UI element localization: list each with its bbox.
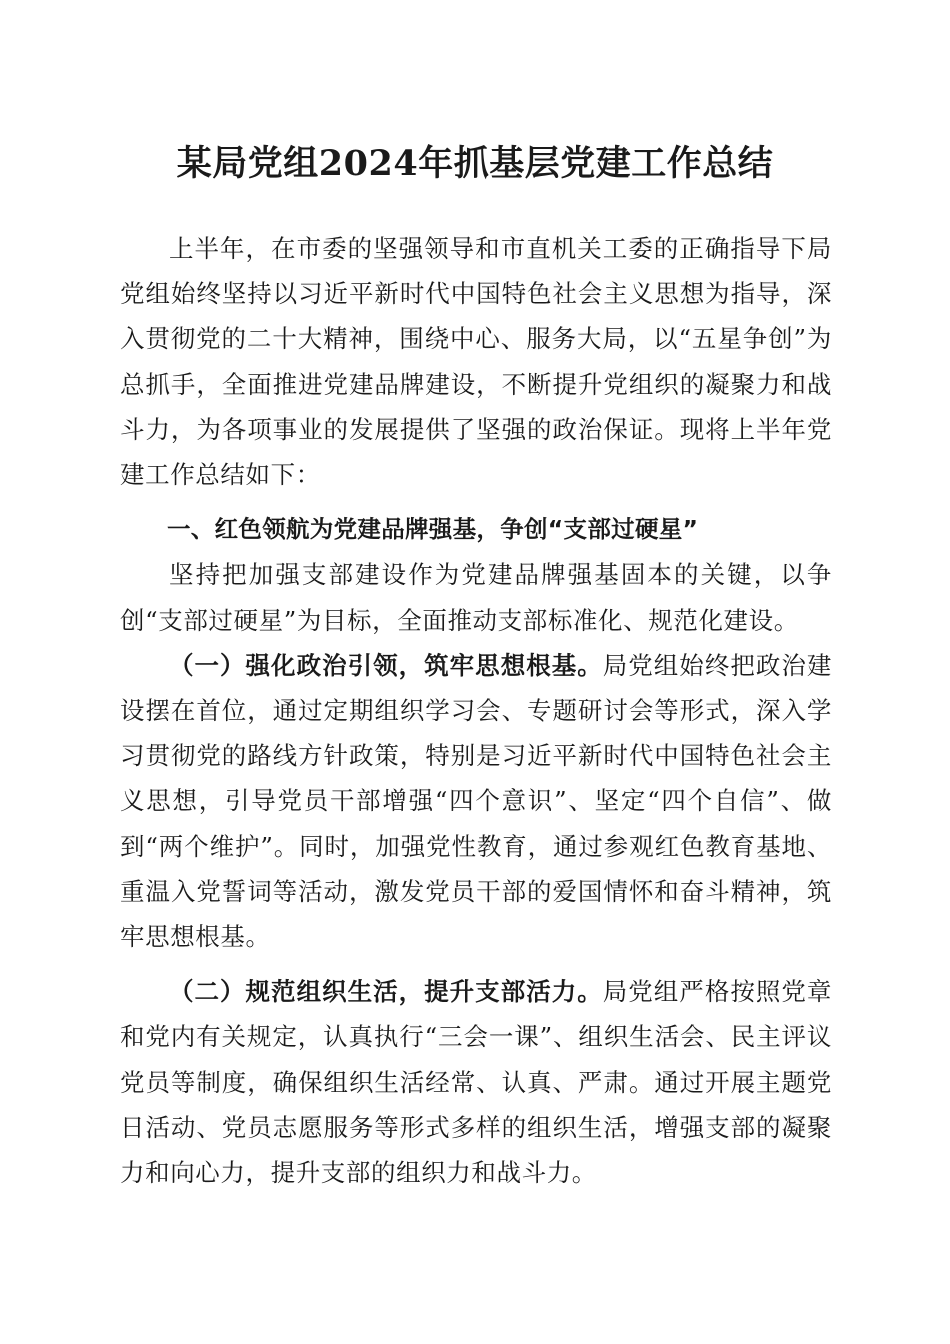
subsection-text-1: 局党组始终把政治建设摆在首位，通过定期组织学习会、专题研讨会等形式，深入学习贯彻党的路线方针政策，特别是习近平新时代中国特色社会主义思想，引导党员干部增强“四个意识”、坚定“四个自信”、做到“两个维护”。同时，加强党性教育，通过参观红色教育基地、重温入党誓词等活动，激发党员干部的爱国情怀和奋斗精神，筑牢思想根基。	[120, 650, 832, 952]
paragraph-gap	[120, 959, 832, 969]
subsection-paragraph-1	[120, 643, 832, 959]
section-heading: 一、红色领航为党建品牌强基，争创“支部过硬星”	[167, 515, 699, 544]
intro-paragraph: 上半年，在市委的坚强领导和市直机关工委的正确指导下局党组始终坚持以习近平新时代中国特色社会主义思想为指导，深入贯彻党的二十大精神，围绕中心、服务大局，以“五星争创”为总抓手，全面推进党建品牌建设，不断提升党组织的凝聚力和战斗力，为各项事业的发展提供了坚强的政治保证。现将上半年党建工作总结如下：	[120, 234, 832, 490]
document-title: 某局党组2024年抓基层党建工作总结	[176, 143, 774, 184]
document-body	[120, 226, 832, 1195]
subsection-title-2: （二）规范组织生活，提升支部活力。	[169, 977, 603, 1007]
subsection-title-1: （一）强化政治引领，筑牢思想根基。	[169, 650, 603, 680]
section-lead-paragraph: 坚持把加强支部建设作为党建品牌强基固本的关键，以争创“支部过硬星”为目标，全面推动支部标准化、规范化建设。	[120, 560, 832, 635]
subsection-paragraph-2	[120, 969, 832, 1195]
paragraph-gap	[120, 497, 832, 507]
subsection-text-2: 局党组严格按照党章和党内有关规定，认真执行“三会一课”、组织生活会、民主评议党员等制度，确保组织生活经常、认真、严肃。通过开展主题党日活动、党员志愿服务等形式多样的组织生活，增强支部的凝聚力和向心力，提升支部的组织力和战斗力。	[120, 977, 832, 1188]
